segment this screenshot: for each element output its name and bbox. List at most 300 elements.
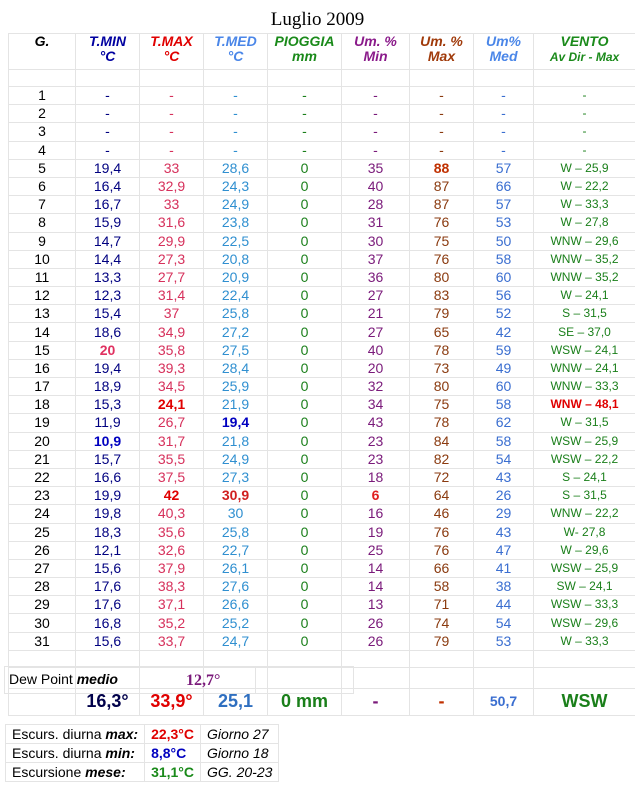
table-row — [9, 141, 635, 159]
cell-umin: 30 — [342, 232, 410, 250]
cell-wind: WSW – 24,1 — [534, 341, 635, 359]
cell-rain: - — [268, 123, 342, 141]
cell-wind: - — [534, 105, 635, 123]
cell-g: 2 — [9, 105, 76, 123]
cell-tmed: 24,7 — [204, 632, 268, 650]
cell-g: 4 — [9, 141, 76, 159]
page-title: Luglio 2009 — [270, 9, 365, 30]
cell-tmin: 14,4 — [76, 250, 140, 268]
cell-umed: 26 — [474, 487, 534, 505]
avg-tmax: 33,9° — [140, 688, 204, 715]
cell-umax: 58 — [410, 578, 474, 596]
cell-umed: 58 — [474, 396, 534, 414]
cell-tmax: 24,1 — [140, 396, 204, 414]
cell-tmin: 18,6 — [76, 323, 140, 341]
table-row — [9, 323, 635, 341]
cell-tmax: 34,5 — [140, 378, 204, 396]
cell-tmax: 35,5 — [140, 450, 204, 468]
cell-umax: 76 — [410, 523, 474, 541]
cell-umed: - — [474, 105, 534, 123]
cell-tmin: 12,3 — [76, 287, 140, 305]
cell-tmax: 27,7 — [140, 268, 204, 286]
cell-umin: 32 — [342, 378, 410, 396]
table-row — [9, 268, 635, 286]
cell-umax: 88 — [410, 159, 474, 177]
cell-tmed: 28,6 — [204, 159, 268, 177]
cell-tmed: 30,9 — [204, 487, 268, 505]
cell-umed: 57 — [474, 196, 534, 214]
dew-point-label: Dew Point medio — [9, 671, 118, 687]
cell-g: 1 — [9, 87, 76, 105]
cell-umin: 14 — [342, 559, 410, 577]
table-row — [9, 487, 635, 505]
cell-wind: W – 25,9 — [534, 159, 635, 177]
cell-tmed: - — [204, 141, 268, 159]
cell-g: 3 — [9, 123, 76, 141]
cell-tmax: 39,3 — [140, 359, 204, 377]
avg-rain: 0 mm — [268, 688, 342, 715]
cell-umax: 72 — [410, 468, 474, 486]
cell-rain: 0 — [268, 596, 342, 614]
cell-umed: 50 — [474, 232, 534, 250]
cell-tmax: 40,3 — [140, 505, 204, 523]
avg-umed: 50,7 — [474, 688, 534, 715]
cell-umin: - — [342, 123, 410, 141]
cell-wind: WSW – 29,6 — [534, 614, 635, 632]
cell-tmed: 21,8 — [204, 432, 268, 450]
cell-tmin: 19,4 — [76, 159, 140, 177]
header-row — [9, 34, 635, 70]
cell-g: 27 — [9, 559, 76, 577]
cell-umax: 71 — [410, 596, 474, 614]
cell-tmax: 32,6 — [140, 541, 204, 559]
cell-g: 14 — [9, 323, 76, 341]
cell-tmax: 42 — [140, 487, 204, 505]
cell-g: 26 — [9, 541, 76, 559]
cell-wind: SW – 24,1 — [534, 578, 635, 596]
cell-umed: 47 — [474, 541, 534, 559]
cell-umed: 54 — [474, 614, 534, 632]
cell-wind: W – 22,2 — [534, 177, 635, 195]
cell-umax: 79 — [410, 632, 474, 650]
cell-g: 10 — [9, 250, 76, 268]
cell-rain: 0 — [268, 432, 342, 450]
cell-wind: WSW – 25,9 — [534, 432, 635, 450]
cell-tmax: 37,5 — [140, 468, 204, 486]
cell-wind: WNW – 22,2 — [534, 505, 635, 523]
cell-rain: 0 — [268, 305, 342, 323]
cell-tmin: 12,1 — [76, 541, 140, 559]
cell-tmax: - — [140, 141, 204, 159]
cell-rain: 0 — [268, 341, 342, 359]
cell-tmin: 19,9 — [76, 487, 140, 505]
cell-g: 18 — [9, 396, 76, 414]
cell-wind: WNW – 35,2 — [534, 268, 635, 286]
header-umax: Um. % Max — [410, 34, 474, 70]
cell-tmin: 14,7 — [76, 232, 140, 250]
cell-tmed: 23,8 — [204, 214, 268, 232]
cell-tmax: 31,6 — [140, 214, 204, 232]
cell-umin: 21 — [342, 305, 410, 323]
avg-wind: WSW — [534, 688, 635, 715]
table-row — [9, 287, 635, 305]
cell-tmin: 15,4 — [76, 305, 140, 323]
cell-umed: 52 — [474, 305, 534, 323]
cell-wind: SE – 37,0 — [534, 323, 635, 341]
cell-umin: 25 — [342, 541, 410, 559]
cell-umin: 37 — [342, 250, 410, 268]
excursion-row — [6, 763, 279, 782]
excursion-note: Giorno 27 — [201, 725, 279, 744]
cell-tmed: 24,3 — [204, 177, 268, 195]
avg-umax: - — [410, 688, 474, 715]
cell-umax: - — [410, 123, 474, 141]
cell-umed: 53 — [474, 214, 534, 232]
cell-g: 19 — [9, 414, 76, 432]
cell-tmax: 35,6 — [140, 523, 204, 541]
cell-umin: 19 — [342, 523, 410, 541]
cell-umax: 80 — [410, 268, 474, 286]
cell-umed: 60 — [474, 268, 534, 286]
cell-umed: 53 — [474, 632, 534, 650]
cell-tmed: 26,6 — [204, 596, 268, 614]
table-row — [9, 414, 635, 432]
cell-tmed: 27,2 — [204, 323, 268, 341]
cell-umin: 28 — [342, 196, 410, 214]
cell-umin: 16 — [342, 505, 410, 523]
header-tmax: T.MAX °C — [140, 34, 204, 70]
cell-tmax: 35,8 — [140, 341, 204, 359]
cell-umin: 27 — [342, 287, 410, 305]
cell-umin: - — [342, 87, 410, 105]
cell-wind: W- 27,8 — [534, 523, 635, 541]
cell-tmax: 33 — [140, 196, 204, 214]
cell-g: 12 — [9, 287, 76, 305]
cell-umed: 42 — [474, 323, 534, 341]
avg-umin: - — [342, 688, 410, 715]
cell-tmin: 19,4 — [76, 359, 140, 377]
cell-umin: - — [342, 105, 410, 123]
cell-g: 20 — [9, 432, 76, 450]
cell-tmed: 24,9 — [204, 450, 268, 468]
table-row — [9, 341, 635, 359]
cell-rain: 0 — [268, 468, 342, 486]
cell-g: 16 — [9, 359, 76, 377]
cell-tmin: 16,8 — [76, 614, 140, 632]
cell-umed: - — [474, 141, 534, 159]
cell-wind: S – 31,5 — [534, 305, 635, 323]
table-row — [9, 523, 635, 541]
cell-tmin: 18,9 — [76, 378, 140, 396]
cell-umax: 82 — [410, 450, 474, 468]
header-tmin: T.MIN °C — [76, 34, 140, 70]
cell-rain: 0 — [268, 250, 342, 268]
cell-g: 5 — [9, 159, 76, 177]
table-row — [9, 614, 635, 632]
cell-umin: 26 — [342, 614, 410, 632]
cell-tmax: - — [140, 87, 204, 105]
cell-umax: - — [410, 87, 474, 105]
cell-tmin: 17,6 — [76, 596, 140, 614]
cell-tmin: 11,9 — [76, 414, 140, 432]
cell-tmed: 25,9 — [204, 378, 268, 396]
table-row — [9, 396, 635, 414]
table-row — [9, 468, 635, 486]
cell-tmin: 20 — [76, 341, 140, 359]
cell-umax: 73 — [410, 359, 474, 377]
cell-umin: 40 — [342, 177, 410, 195]
cell-wind: S – 24,1 — [534, 468, 635, 486]
cell-umed: 43 — [474, 523, 534, 541]
table-row — [9, 105, 635, 123]
header-rain: PIOGGIA mm — [268, 34, 342, 70]
cell-tmin: - — [76, 105, 140, 123]
cell-umed: 62 — [474, 414, 534, 432]
cell-g: 17 — [9, 378, 76, 396]
cell-tmax: 33 — [140, 159, 204, 177]
cell-tmin: 15,7 — [76, 450, 140, 468]
cell-rain: 0 — [268, 177, 342, 195]
cell-umed: 57 — [474, 159, 534, 177]
cell-wind: WNW – 33,3 — [534, 378, 635, 396]
cell-tmax: 37 — [140, 305, 204, 323]
cell-rain: 0 — [268, 214, 342, 232]
cell-umax: 87 — [410, 177, 474, 195]
cell-umed: 44 — [474, 596, 534, 614]
cell-rain: 0 — [268, 541, 342, 559]
excursion-note: Giorno 18 — [201, 744, 279, 763]
cell-tmed: 25,8 — [204, 523, 268, 541]
cell-g: 30 — [9, 614, 76, 632]
cell-umax: 76 — [410, 250, 474, 268]
cell-tmax: 37,9 — [140, 559, 204, 577]
cell-tmed: 22,4 — [204, 287, 268, 305]
dew-point-value: 12,7° — [186, 672, 221, 689]
cell-umed: 60 — [474, 378, 534, 396]
cell-umin: 34 — [342, 396, 410, 414]
table-row — [9, 359, 635, 377]
cell-g: 9 — [9, 232, 76, 250]
header-umed: Um% Med — [474, 34, 534, 70]
cell-wind: - — [534, 141, 635, 159]
cell-umed: 43 — [474, 468, 534, 486]
excursion-value: 8,8°C — [145, 744, 201, 763]
spacer-row — [9, 70, 635, 87]
cell-rain: 0 — [268, 505, 342, 523]
excursion-note: GG. 20-23 — [201, 763, 279, 782]
cell-rain: 0 — [268, 359, 342, 377]
cell-wind: WSW – 33,3 — [534, 596, 635, 614]
table-row — [9, 214, 635, 232]
cell-wind: W – 24,1 — [534, 287, 635, 305]
table-row — [9, 196, 635, 214]
cell-umin: 18 — [342, 468, 410, 486]
cell-tmax: 34,9 — [140, 323, 204, 341]
cell-wind: WNW – 29,6 — [534, 232, 635, 250]
cell-tmed: 30 — [204, 505, 268, 523]
cell-tmin: 16,4 — [76, 177, 140, 195]
cell-tmin: - — [76, 87, 140, 105]
cell-tmin: 16,7 — [76, 196, 140, 214]
cell-tmin: 15,3 — [76, 396, 140, 414]
cell-tmed: 28,4 — [204, 359, 268, 377]
cell-umax: 74 — [410, 614, 474, 632]
dew-point-box — [4, 666, 354, 694]
avg-tmed: 25,1 — [204, 688, 268, 715]
weather-table — [8, 33, 635, 716]
cell-wind: - — [534, 123, 635, 141]
cell-tmax: 33,7 — [140, 632, 204, 650]
cell-tmin: 15,9 — [76, 214, 140, 232]
cell-umin: 13 — [342, 596, 410, 614]
cell-g: 22 — [9, 468, 76, 486]
cell-umax: 79 — [410, 305, 474, 323]
cell-umax: - — [410, 105, 474, 123]
cell-umed: 54 — [474, 450, 534, 468]
cell-tmed: 27,6 — [204, 578, 268, 596]
cell-rain: 0 — [268, 232, 342, 250]
excursion-table — [5, 724, 279, 782]
cell-umin: 40 — [342, 341, 410, 359]
cell-rain: 0 — [268, 523, 342, 541]
table-row — [9, 505, 635, 523]
cell-wind: W – 33,3 — [534, 632, 635, 650]
cell-umin: 23 — [342, 450, 410, 468]
cell-umax: - — [410, 141, 474, 159]
cell-umed: 41 — [474, 559, 534, 577]
table-row — [9, 177, 635, 195]
cell-g: 23 — [9, 487, 76, 505]
cell-tmed: 24,9 — [204, 196, 268, 214]
excursion-value: 22,3°C — [145, 725, 201, 744]
cell-wind: WNW – 48,1 — [534, 396, 635, 414]
cell-tmax: 37,1 — [140, 596, 204, 614]
cell-rain: 0 — [268, 614, 342, 632]
table-row — [9, 87, 635, 105]
cell-rain: 0 — [268, 414, 342, 432]
cell-g: 13 — [9, 305, 76, 323]
cell-rain: 0 — [268, 159, 342, 177]
cell-g: 7 — [9, 196, 76, 214]
cell-g: 15 — [9, 341, 76, 359]
cell-tmin: 13,3 — [76, 268, 140, 286]
cell-rain: - — [268, 141, 342, 159]
table-row — [9, 596, 635, 614]
cell-umax: 66 — [410, 559, 474, 577]
cell-tmed: 20,8 — [204, 250, 268, 268]
excursion-label: Escurs. diurna max: — [6, 725, 145, 744]
cell-tmin: 18,3 — [76, 523, 140, 541]
cell-tmax: 31,7 — [140, 432, 204, 450]
cell-rain: 0 — [268, 487, 342, 505]
cell-wind: W – 29,6 — [534, 541, 635, 559]
cell-tmed: 19,4 — [204, 414, 268, 432]
cell-g: 21 — [9, 450, 76, 468]
cell-umax: 64 — [410, 487, 474, 505]
cell-g: 31 — [9, 632, 76, 650]
cell-tmin: 10,9 — [76, 432, 140, 450]
cell-tmed: - — [204, 105, 268, 123]
cell-rain: 0 — [268, 396, 342, 414]
cell-tmed: 25,2 — [204, 614, 268, 632]
table-row — [9, 159, 635, 177]
cell-tmax: 29,9 — [140, 232, 204, 250]
excursion-row — [6, 744, 279, 763]
cell-wind: W – 27,8 — [534, 214, 635, 232]
cell-rain: - — [268, 105, 342, 123]
cell-wind: S – 31,5 — [534, 487, 635, 505]
cell-tmed: - — [204, 87, 268, 105]
table-row — [9, 559, 635, 577]
cell-tmax: 32,9 — [140, 177, 204, 195]
cell-umin: 26 — [342, 632, 410, 650]
cell-umed: 59 — [474, 341, 534, 359]
table-row — [9, 305, 635, 323]
cell-tmed: 26,1 — [204, 559, 268, 577]
cell-umax: 78 — [410, 341, 474, 359]
table-row — [9, 578, 635, 596]
cell-rain: - — [268, 87, 342, 105]
cell-tmin: 15,6 — [76, 559, 140, 577]
cell-umed: 56 — [474, 287, 534, 305]
cell-umax: 78 — [410, 414, 474, 432]
cell-umed: 38 — [474, 578, 534, 596]
cell-g: 8 — [9, 214, 76, 232]
cell-wind: W – 31,5 — [534, 414, 635, 432]
cell-tmin: 17,6 — [76, 578, 140, 596]
header-umin: Um. % Min — [342, 34, 410, 70]
cell-g: 11 — [9, 268, 76, 286]
cell-tmax: 38,3 — [140, 578, 204, 596]
excursion-value: 31,1°C — [145, 763, 201, 782]
cell-wind: WSW – 25,9 — [534, 559, 635, 577]
cell-umax: 75 — [410, 396, 474, 414]
cell-tmin: - — [76, 141, 140, 159]
avg-tmin: 16,3° — [76, 688, 140, 715]
cell-umin: 36 — [342, 268, 410, 286]
cell-umax: 46 — [410, 505, 474, 523]
table-row — [9, 232, 635, 250]
excursion-label: Escurs. diurna min: — [6, 744, 145, 763]
table-row — [9, 378, 635, 396]
cell-tmin: 15,6 — [76, 632, 140, 650]
cell-umed: 29 — [474, 505, 534, 523]
cell-tmed: 20,9 — [204, 268, 268, 286]
cell-tmax: 31,4 — [140, 287, 204, 305]
cell-umax: 87 — [410, 196, 474, 214]
cell-umin: 23 — [342, 432, 410, 450]
cell-rain: 0 — [268, 559, 342, 577]
cell-tmax: 35,2 — [140, 614, 204, 632]
cell-rain: 0 — [268, 268, 342, 286]
cell-tmed: 25,8 — [204, 305, 268, 323]
cell-umin: 31 — [342, 214, 410, 232]
cell-tmed: 21,9 — [204, 396, 268, 414]
cell-umin: 20 — [342, 359, 410, 377]
cell-umed: 49 — [474, 359, 534, 377]
excursion-label: Escursione mese: — [6, 763, 145, 782]
cell-tmed: - — [204, 123, 268, 141]
cell-tmax: - — [140, 105, 204, 123]
table-row — [9, 432, 635, 450]
cell-umed: - — [474, 123, 534, 141]
cell-umax: 80 — [410, 378, 474, 396]
cell-tmed: 27,5 — [204, 341, 268, 359]
cell-rain: 0 — [268, 287, 342, 305]
cell-rain: 0 — [268, 196, 342, 214]
table-row — [9, 250, 635, 268]
cell-umed: - — [474, 87, 534, 105]
